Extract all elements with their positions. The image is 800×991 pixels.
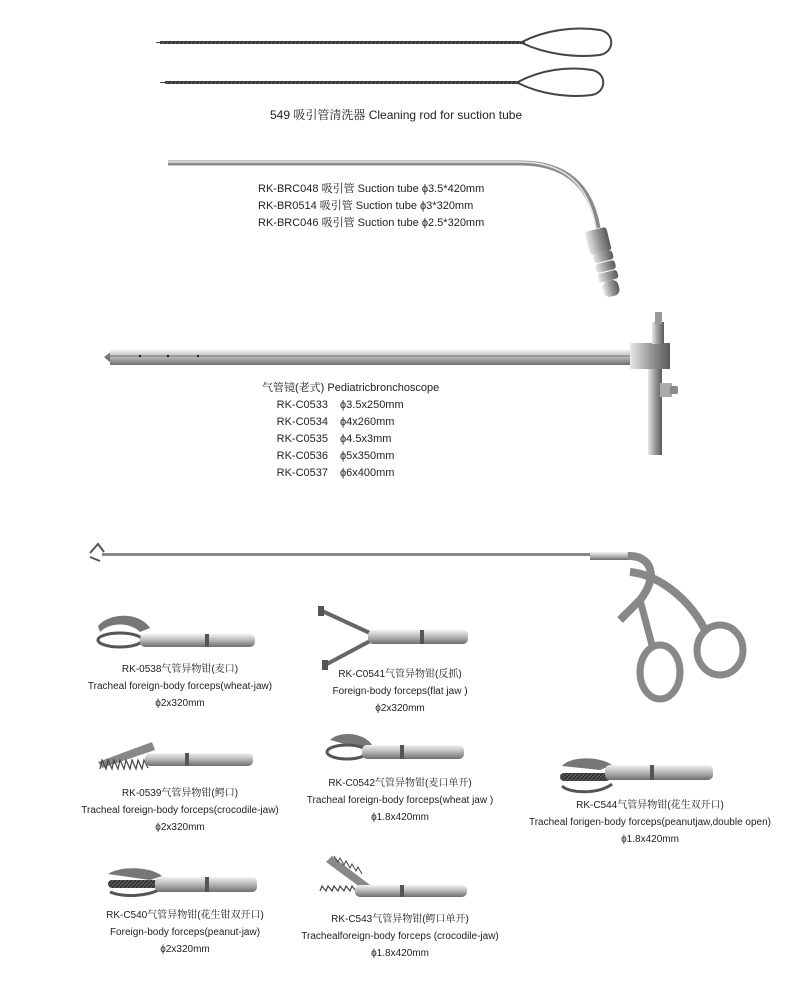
spec-code: RK-C0534 <box>276 416 328 428</box>
forceps-name: Trachealforeign-body forceps (crocodile-jaw) <box>301 931 499 942</box>
forceps-name: Foreign-body forceps(peanut-jaw) <box>109 927 261 938</box>
forceps-c0541-image <box>318 606 468 670</box>
cleaning-rod-upper <box>156 29 611 56</box>
spec-size: ϕ5x350mm <box>340 450 395 462</box>
forceps-0538-caption <box>60 661 300 712</box>
forceps-size: ϕ2x320mm <box>155 822 205 833</box>
spec-code: RK-C0536 <box>276 450 328 462</box>
spec-code: RK-C0535 <box>276 433 328 445</box>
forceps-c543-caption <box>290 911 510 962</box>
cleaning-rod-text: 549 吸引管清洗器 Cleaning rod for suction tube <box>270 108 523 122</box>
bronchoscope-spec-row <box>262 465 439 482</box>
spec-size: ϕ6x400mm <box>340 467 395 479</box>
forceps-size: ϕ1.8x420mm <box>371 948 429 959</box>
forceps-size: ϕ1.8x420mm <box>371 812 429 823</box>
forceps-c540-image <box>108 868 257 895</box>
forceps-c0542-caption <box>285 775 515 826</box>
forceps-0539-image <box>98 742 253 769</box>
forceps-c540-caption <box>80 907 290 958</box>
forceps-name: Tracheal foreign-body forceps(wheat-jaw) <box>87 681 273 692</box>
forceps-code: RK-0538气管异物钳(麦口) <box>121 664 239 675</box>
forceps-c544-image <box>560 758 713 791</box>
bronchoscope-spec-row <box>262 448 439 465</box>
forceps-size: ϕ2x320mm <box>160 944 210 955</box>
bronchoscope-caption <box>262 380 439 482</box>
cleaning-rod-caption <box>270 106 522 124</box>
spec-size: ϕ4.5x3mm <box>340 433 392 445</box>
forceps-size: ϕ2x320mm <box>155 698 205 709</box>
forceps-code: RK-C543气管异物钳(鳄口单开) <box>331 914 469 925</box>
forceps-name: Foreign-body forceps(flat jaw ) <box>332 686 468 697</box>
forceps-0539-caption <box>50 785 310 836</box>
suction-tube-line: RK-BRC046 吸引管 Suction tube ϕ2.5*320mm <box>258 217 485 229</box>
forceps-code: RK-C0541气管异物钳(反抓) <box>338 669 462 680</box>
bronchoscope-spec-row <box>262 414 439 431</box>
forceps-code: RK-C540气管异物钳(花生钳双开口) <box>106 910 264 921</box>
spec-size: ϕ4x260mm <box>340 416 395 428</box>
forceps-name: Tracheal foreign-body forceps(crocodile-jaw) <box>81 805 279 816</box>
spec-size: ϕ3.5x250mm <box>340 399 404 411</box>
forceps-code: RK-C544气管异物钳(花生双开口) <box>576 800 724 811</box>
suction-tube-line: RK-BR0514 吸引管 Suction tube ϕ3*320mm <box>258 200 474 212</box>
forceps-c544-caption <box>520 797 780 848</box>
suction-tube-line: RK-BRC048 吸引管 Suction tube ϕ3.5*420mm <box>258 183 485 195</box>
bronchoscope-spec-row <box>262 431 439 448</box>
spec-code: RK-C0537 <box>276 467 328 479</box>
forceps-name: Tracheal forigen-body forceps(peanutjaw,double open) <box>528 817 771 828</box>
forceps-size: ϕ1.8x420mm <box>621 834 679 845</box>
forceps-code: RK-0539气管异物钳(鳄口) <box>121 788 239 799</box>
forceps-name: Tracheal foreign-body forceps(wheat jaw ) <box>306 795 494 806</box>
forceps-size: ϕ2x320mm <box>375 703 425 714</box>
forceps-code: RK-C0542气管异物钳(麦口单开) <box>328 778 472 789</box>
forceps-c543-image <box>320 856 467 897</box>
forceps-c0542-image <box>327 734 464 759</box>
bronchoscope-spec-row <box>262 397 439 414</box>
suction-tube-caption <box>258 181 484 232</box>
forceps-c0541-caption <box>300 666 500 717</box>
cleaning-rod-lower <box>160 69 603 96</box>
bronchoscope-title: 气管镜(老式) Pediatricbronchoscope <box>262 382 440 394</box>
spec-code: RK-C0533 <box>276 399 328 411</box>
forceps-0538-image <box>98 616 255 647</box>
